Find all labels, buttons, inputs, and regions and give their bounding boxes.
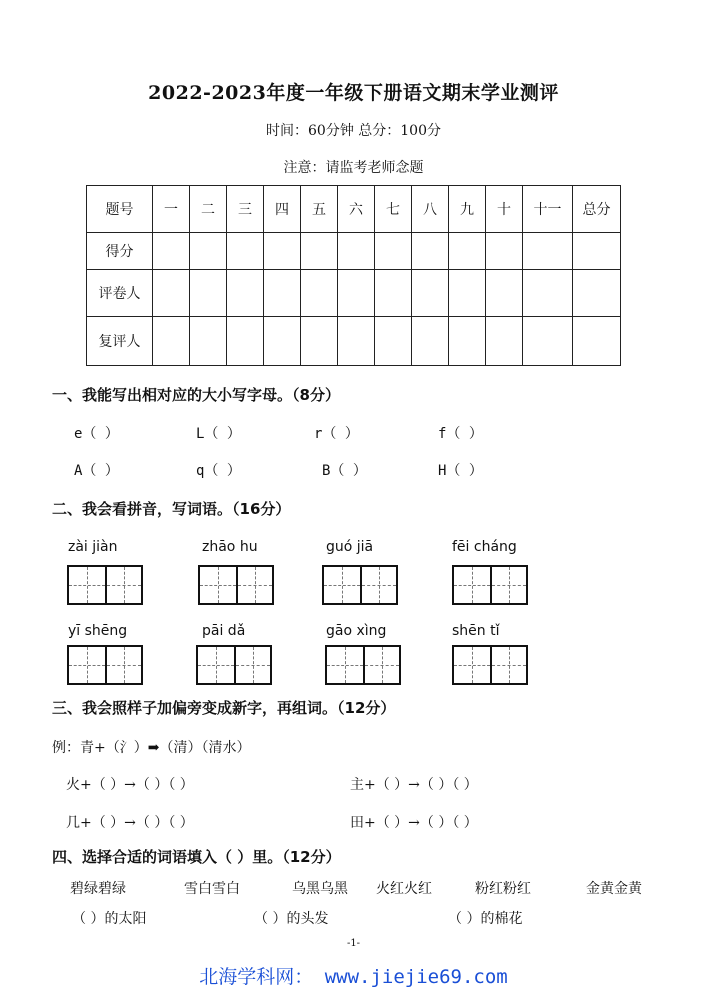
section-3-heading: 三、我会照样子加偏旁变成新字，再组词。（12分） xyxy=(52,699,396,717)
score-table-header: 一 xyxy=(153,186,190,233)
letter-item[interactable]: H（ ） xyxy=(438,463,483,479)
score-table xyxy=(86,185,621,366)
example-line: 例：青+（氵）➡（清）（清水） xyxy=(52,740,251,756)
score-cell[interactable] xyxy=(190,270,227,317)
score-cell[interactable] xyxy=(301,317,338,366)
grader-row xyxy=(87,270,621,317)
score-cell[interactable] xyxy=(190,317,227,366)
score-cell[interactable] xyxy=(449,233,486,270)
score-cell[interactable] xyxy=(153,317,190,366)
fill-blank-item[interactable]: （ ）的头发 xyxy=(254,911,329,927)
word-option: 雪白雪白 xyxy=(184,881,240,897)
pinyin-label: zài jiàn xyxy=(68,539,118,555)
score-cell[interactable] xyxy=(301,233,338,270)
score-cell[interactable] xyxy=(449,317,486,366)
writing-grid[interactable] xyxy=(67,645,143,685)
score-cell[interactable] xyxy=(301,270,338,317)
score-cell[interactable] xyxy=(486,233,523,270)
score-cell[interactable] xyxy=(338,317,375,366)
score-cell[interactable] xyxy=(338,270,375,317)
writing-grid[interactable] xyxy=(67,565,143,605)
score-row-label: 得分 xyxy=(87,233,153,270)
pinyin-label: gāo xìng xyxy=(326,623,387,639)
score-cell[interactable] xyxy=(264,270,301,317)
footer-watermark: 北海学科网： www.jiejie69.com xyxy=(199,966,508,988)
reviewer-row-label: 复评人 xyxy=(87,317,153,366)
score-table-header: 六 xyxy=(338,186,375,233)
score-table-header: 七 xyxy=(375,186,412,233)
score-table-header: 八 xyxy=(412,186,449,233)
score-table-header: 十 xyxy=(486,186,523,233)
writing-grid[interactable] xyxy=(196,645,272,685)
writing-grid[interactable] xyxy=(198,565,274,605)
fill-blank-item[interactable]: （ ）的棉花 xyxy=(448,911,523,927)
writing-grid[interactable] xyxy=(322,565,398,605)
letter-item[interactable]: L（ ） xyxy=(196,426,241,442)
score-cell[interactable] xyxy=(523,233,573,270)
score-cell[interactable] xyxy=(573,317,621,366)
score-cell[interactable] xyxy=(375,317,412,366)
word-option: 粉红粉红 xyxy=(475,881,531,897)
score-table-header: 九 xyxy=(449,186,486,233)
writing-grid[interactable] xyxy=(452,565,528,605)
letter-item[interactable]: f（ ） xyxy=(438,426,483,442)
section-1-heading: 一、我能写出相对应的大小写字母。（8分） xyxy=(52,386,340,404)
letter-item[interactable]: e（ ） xyxy=(74,426,119,442)
score-table-header: 十一 xyxy=(523,186,573,233)
score-table-header-row xyxy=(87,186,621,233)
score-cell[interactable] xyxy=(227,233,264,270)
score-cell[interactable] xyxy=(153,233,190,270)
score-cell[interactable] xyxy=(412,233,449,270)
score-table-header: 三 xyxy=(227,186,264,233)
pinyin-label: guó jiā xyxy=(326,539,374,555)
score-cell[interactable] xyxy=(573,233,621,270)
score-cell[interactable] xyxy=(449,270,486,317)
score-row xyxy=(87,233,621,270)
letter-item[interactable]: r（ ） xyxy=(314,426,359,442)
score-cell[interactable] xyxy=(153,270,190,317)
score-cell[interactable] xyxy=(573,270,621,317)
score-cell[interactable] xyxy=(338,233,375,270)
score-cell[interactable] xyxy=(523,317,573,366)
score-cell[interactable] xyxy=(412,317,449,366)
pinyin-label: yī shēng xyxy=(68,623,128,639)
writing-grid[interactable] xyxy=(325,645,401,685)
score-cell[interactable] xyxy=(486,317,523,366)
radical-item[interactable]: 火+（ ）→（ ）（ ） xyxy=(66,777,194,793)
grader-row-label: 评卷人 xyxy=(87,270,153,317)
letter-item[interactable]: A（ ） xyxy=(74,463,119,479)
pinyin-label: fēi cháng xyxy=(452,539,517,555)
score-cell[interactable] xyxy=(227,317,264,366)
score-cell[interactable] xyxy=(264,317,301,366)
letter-item[interactable]: q（ ） xyxy=(196,463,241,479)
radical-item[interactable]: 几+（ ）→（ ）（ ） xyxy=(66,815,194,831)
page-number: -1- xyxy=(346,938,361,949)
score-cell[interactable] xyxy=(190,233,227,270)
score-cell[interactable] xyxy=(523,270,573,317)
word-option: 碧绿碧绿 xyxy=(70,881,126,897)
section-2-heading: 二、我会看拼音，写词语。（16分） xyxy=(52,500,291,518)
pinyin-label: zhāo hu xyxy=(202,539,258,555)
exam-time-score: 时间：60分钟 总分：100分 xyxy=(266,123,441,139)
score-table-header: 题号 xyxy=(87,186,153,233)
score-table-header: 二 xyxy=(190,186,227,233)
radical-item[interactable]: 田+（ ）→（ ）（ ） xyxy=(350,815,478,831)
score-cell[interactable] xyxy=(375,233,412,270)
section-4-heading: 四、选择合适的词语填入（ ）里。（12分） xyxy=(52,848,341,866)
score-cell[interactable] xyxy=(375,270,412,317)
score-table-header: 五 xyxy=(301,186,338,233)
score-table-header: 总分 xyxy=(573,186,621,233)
score-cell[interactable] xyxy=(486,270,523,317)
exam-notice: 注意：请监考老师念题 xyxy=(283,160,424,176)
score-table-header: 四 xyxy=(264,186,301,233)
score-cell[interactable] xyxy=(227,270,264,317)
pinyin-label: pāi dǎ xyxy=(202,623,246,639)
word-option: 乌黑乌黑 xyxy=(292,881,348,897)
radical-item[interactable]: 主+（ ）→（ ）（ ） xyxy=(350,777,478,793)
writing-grid[interactable] xyxy=(452,645,528,685)
word-option: 金黄金黄 xyxy=(586,881,642,897)
page-title: 2022-2023年度一年级下册语文期末学业测评 xyxy=(148,82,559,104)
pinyin-label: shēn tǐ xyxy=(452,623,500,639)
reviewer-row xyxy=(87,317,621,366)
word-option: 火红火红 xyxy=(376,881,432,897)
fill-blank-item[interactable]: （ ）的太阳 xyxy=(72,911,147,927)
score-cell[interactable] xyxy=(264,233,301,270)
letter-item[interactable]: B（ ） xyxy=(322,463,367,479)
score-cell[interactable] xyxy=(412,270,449,317)
